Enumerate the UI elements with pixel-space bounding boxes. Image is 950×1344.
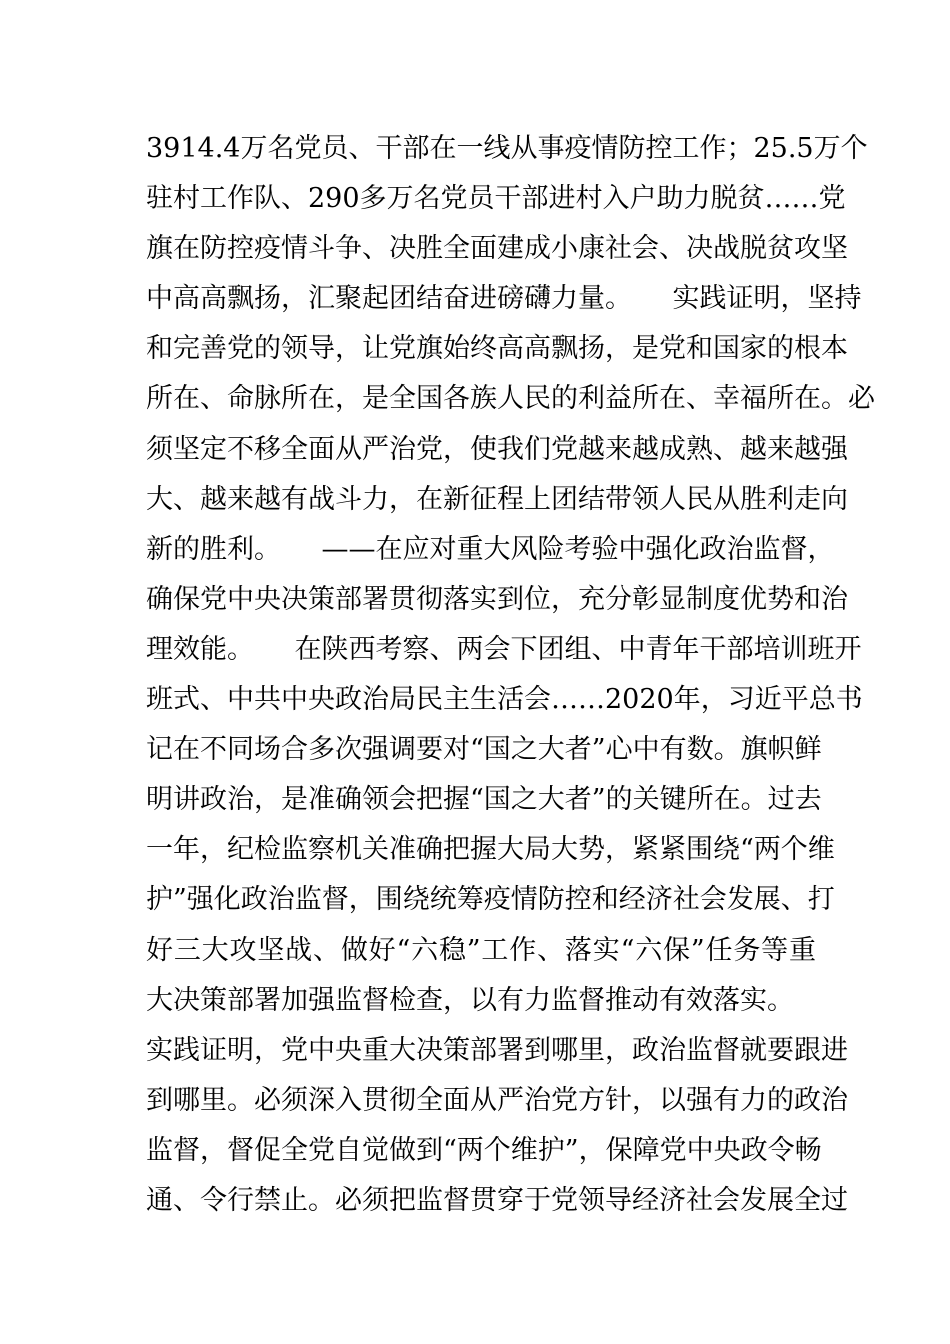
text-line-21: 监督，督促全党自觉做到“两个维护”，保障党中央政令畅 <box>146 1134 822 1166</box>
text-line-16: 护”强化政治监督，围绕统筹疫情防控和经济社会发展、打 <box>146 884 835 916</box>
text-line-17: 好三大攻坚战、做好“六稳”工作、落实“六保”任务等重 <box>146 934 816 966</box>
text-line-5: 和完善党的领导，让党旗始终高高飘扬，是党和国家的根本 <box>146 333 848 365</box>
text-line-19: 实践证明，党中央重大决策部署到哪里，政治监督就要跟进 <box>146 1034 848 1066</box>
text-line-3: 旗在防控疫情斗争、决胜全面建成小康社会、决战脱贫攻坚 <box>146 233 848 265</box>
text-line-22: 通、令行禁止。必须把监督贯穿于党领导经济社会发展全过 <box>146 1184 848 1216</box>
text-line-1: 3914.4万名党员、干部在一线从事疫情防控工作；25.5万个 <box>146 133 868 164</box>
text-line-14: 明讲政治，是准确领会把握“国之大者”的关键所在。过去 <box>146 784 822 816</box>
text-line-18: 大决策部署加强监督检查，以有力监督推动有效落实。 <box>146 984 794 1016</box>
text-line-9: 新的胜利。 ——在应对重大风险考验中强化政治监督， <box>146 533 835 565</box>
text-line-20: 到哪里。必须深入贯彻全面从严治党方针，以强有力的政治 <box>146 1084 848 1116</box>
text-line-12: 班式、中共中央政治局民主生活会……2020年，习近平总书 <box>146 684 863 716</box>
text-line-11: 理效能。 在陕西考察、两会下团组、中青年干部培训班开 <box>146 633 862 665</box>
text-line-8: 大、越来越有战斗力，在新征程上团结带领人民从胜利走向 <box>146 483 848 515</box>
body-text <box>146 124 875 1226</box>
text-line-13: 记在不同场合多次强调要对“国之大者”心中有数。旗帜鲜 <box>146 734 822 766</box>
text-line-7: 须坚定不移全面从严治党，使我们党越来越成熟、越来越强 <box>146 433 848 465</box>
text-line-2: 驻村工作队、290多万名党员干部进村入户助力脱贫……党 <box>146 183 846 215</box>
text-line-15: 一年，纪检监察机关准确把握大局大势，紧紧围绕“两个维 <box>146 834 835 866</box>
text-line-4: 中高高飘扬，汇聚起团结奋进磅礴力量。 实践证明，坚持 <box>146 283 862 315</box>
text-line-10: 确保党中央决策部署贯彻落实到位，充分彰显制度优势和治 <box>146 583 848 615</box>
text-line-6: 所在、命脉所在，是全国各族人民的利益所在、幸福所在。必 <box>146 383 875 415</box>
